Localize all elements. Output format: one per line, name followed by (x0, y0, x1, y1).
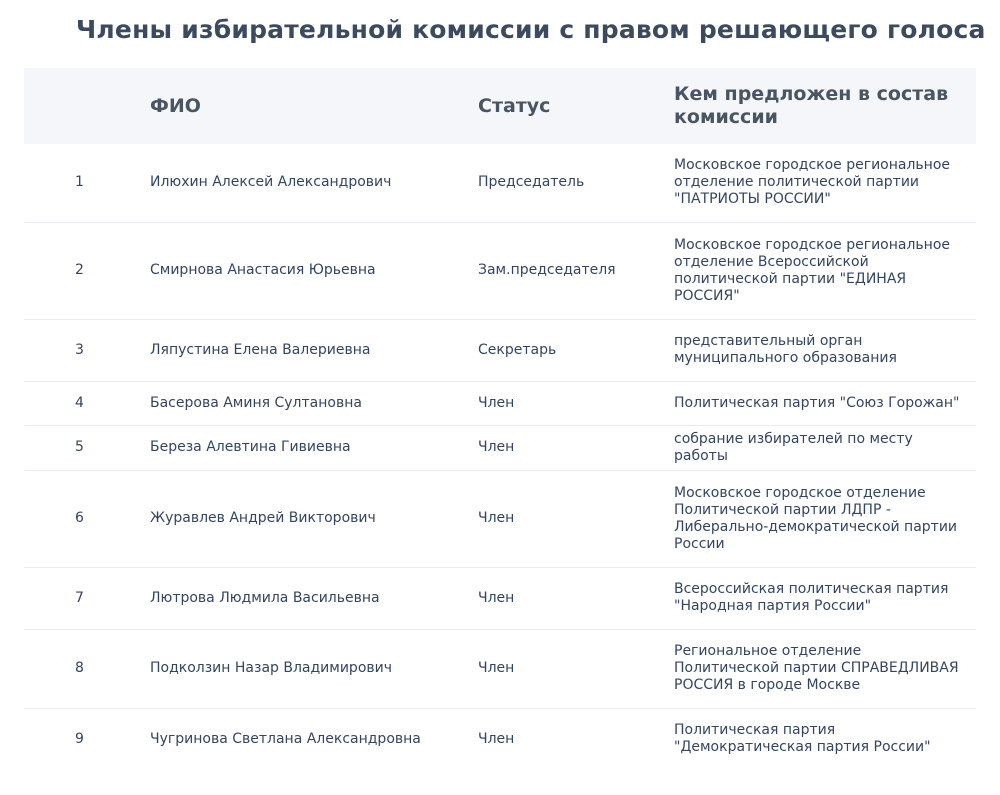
member-name: Лютрова Людмила Васильевна (150, 567, 478, 629)
member-proposer: Московское городское региональное отделение политической партии "ПАТРИОТЫ РОССИИ" (674, 144, 976, 222)
row-number: 4 (24, 381, 150, 425)
member-status: Член (478, 567, 674, 629)
member-proposer: собрание избирателей по месту работы (674, 425, 976, 470)
members-table (24, 68, 976, 770)
header-name: ФИО (150, 94, 201, 117)
table-row (24, 319, 976, 381)
table-row (24, 470, 976, 567)
member-name: Басерова Аминя Султановна (150, 381, 478, 425)
member-status: Секретарь (478, 319, 674, 381)
row-number: 1 (24, 144, 150, 222)
member-proposer: Всероссийская политическая партия "Народная партия России" (674, 567, 976, 629)
member-name: Береза Алевтина Гивиевна (150, 425, 478, 470)
member-name: Журавлев Андрей Викторович (150, 470, 478, 567)
member-proposer: Московское городское отделение Политической партии ЛДПР - Либерально-демократической партии России (674, 470, 976, 567)
table-row (24, 222, 976, 319)
member-status: Член (478, 629, 674, 708)
row-number: 9 (75, 730, 84, 747)
row-number: 7 (24, 567, 150, 629)
member-name: Чугринова Светлана Александровна (150, 730, 421, 747)
member-name: Подколзин Назар Владимирович (150, 629, 478, 708)
row-number: 5 (24, 425, 150, 470)
row-number: 2 (24, 222, 150, 319)
member-status: Председатель (478, 144, 674, 222)
member-status: Зам.председателя (478, 222, 674, 319)
member-proposer: Политическая партия "Демократическая партия России" (674, 722, 931, 756)
member-name: Смирнова Анастасия Юрьевна (150, 222, 478, 319)
table-row (24, 708, 976, 770)
member-status: Член (478, 470, 674, 567)
page-title: Члены избирательной комиссии с правом решающего голоса (76, 15, 986, 44)
table-row (24, 381, 976, 425)
member-status: Член (478, 730, 515, 747)
table-row (24, 425, 976, 470)
member-status: Член (478, 425, 674, 470)
row-number: 8 (24, 629, 150, 708)
header-num (24, 68, 150, 144)
member-status: Член (478, 381, 674, 425)
row-number: 6 (24, 470, 150, 567)
member-proposer: Московское городское региональное отделение Всероссийской политической партии "ЕДИНАЯ РОССИЯ" (674, 222, 976, 319)
member-proposer: Региональное отделение Политической партии СПРАВЕДЛИВАЯ РОССИЯ в городе Москве (674, 629, 976, 708)
member-proposer: представительный орган муниципального образования (674, 319, 976, 381)
member-name: Ляпустина Елена Валериевна (150, 319, 478, 381)
row-number: 3 (24, 319, 150, 381)
member-proposer: Политическая партия "Союз Горожан" (674, 381, 976, 425)
table-row (24, 629, 976, 708)
table-header-row (24, 68, 976, 144)
header-status: Статус (478, 94, 551, 117)
table-row (24, 144, 976, 222)
member-name: Илюхин Алексей Александрович (150, 144, 478, 222)
header-proposer: Кем предложен в состав комиссии (674, 83, 949, 128)
table-row (24, 567, 976, 629)
